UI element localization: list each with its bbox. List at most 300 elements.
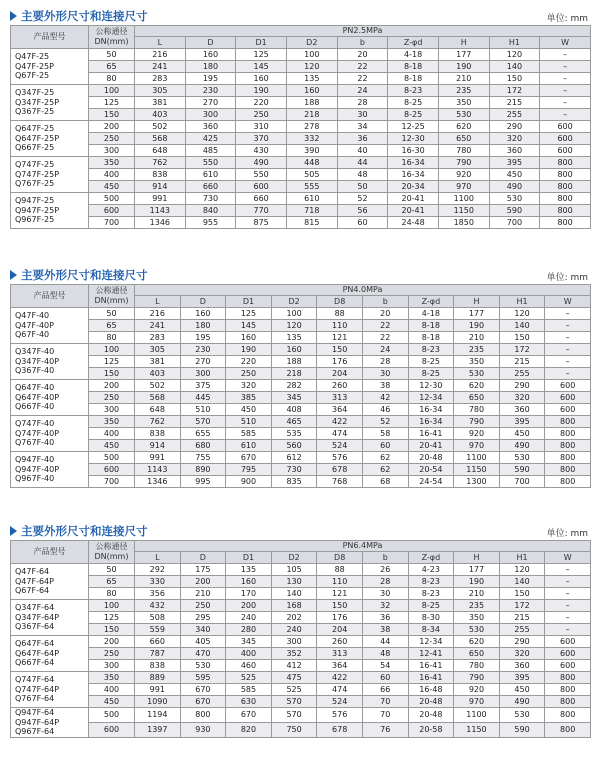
value-cell: 22 (362, 332, 408, 344)
value-cell: 12-41 (408, 648, 454, 660)
value-cell: 395 (499, 672, 545, 684)
value-cell: 220 (226, 356, 272, 368)
value-cell: 172 (499, 600, 545, 612)
value-cell: 16-41 (408, 672, 454, 684)
value-cell: 188 (271, 356, 317, 368)
value-cell: 1850 (438, 217, 489, 229)
value-cell: 32 (362, 600, 408, 612)
section-title (10, 522, 148, 540)
value-cell: 889 (135, 672, 181, 684)
table-row (11, 356, 591, 368)
value-cell: 1150 (454, 464, 500, 476)
column-header: H (454, 552, 500, 564)
value-cell: 121 (317, 588, 363, 600)
value-cell: 600 (540, 121, 591, 133)
model-name: Q767F-25 (15, 179, 55, 189)
dn-cell: 250 (89, 648, 135, 660)
model-name: Q47F-25P (15, 61, 54, 71)
dn-cell: 65 (89, 576, 135, 588)
value-cell: 680 (180, 440, 226, 452)
value-cell: 991 (135, 193, 186, 205)
dn-cell: 700 (89, 217, 135, 229)
table-row (11, 181, 591, 193)
value-cell: 190 (226, 344, 272, 356)
dn-cell: 300 (89, 660, 135, 672)
value-cell: 800 (545, 672, 591, 684)
model-name: Q747F-40P (15, 428, 60, 438)
table-row (11, 85, 591, 97)
table-row (11, 109, 591, 121)
value-cell: 255 (489, 109, 540, 121)
value-cell: 150 (489, 73, 540, 85)
value-cell: 20-48 (408, 452, 454, 464)
value-cell: 216 (135, 308, 181, 320)
dn-cell: 150 (89, 368, 135, 380)
value-cell: 502 (135, 121, 186, 133)
section-title-text: 主要外形尺寸和连接尺寸 (21, 524, 148, 538)
model-name: Q947F-40 (15, 455, 55, 465)
value-cell: 790 (454, 672, 500, 684)
value-cell: 170 (226, 588, 272, 600)
model-cell (11, 672, 89, 708)
column-header: W (540, 37, 591, 49)
dn-cell: 450 (89, 440, 135, 452)
value-cell: 16-41 (408, 660, 454, 672)
value-cell: 230 (185, 85, 236, 97)
dn-cell: 65 (89, 320, 135, 332)
dn-cell: 350 (89, 157, 135, 169)
dn-header-line2: DN(mm) (94, 296, 129, 305)
value-cell: 305 (135, 344, 181, 356)
value-cell: 800 (540, 193, 591, 205)
model-name: Q67F-25 (15, 71, 50, 81)
value-cell: 12-30 (408, 380, 454, 392)
value-cell: 490 (489, 181, 540, 193)
section-title-text: 主要外形尺寸和连接尺寸 (21, 9, 148, 23)
value-cell: 8-34 (408, 624, 454, 636)
dn-cell: 125 (89, 356, 135, 368)
value-cell: 218 (286, 109, 337, 121)
value-cell: 345 (226, 636, 272, 648)
model-name: Q667F-40 (15, 402, 55, 412)
value-cell: 610 (286, 193, 337, 205)
value-cell: 235 (438, 85, 489, 97)
value-cell: 730 (185, 193, 236, 205)
table-row (11, 636, 591, 648)
value-cell: – (545, 320, 591, 332)
value-cell: 525 (226, 672, 272, 684)
value-cell: 22 (337, 73, 388, 85)
model-name: Q947F-64P (15, 717, 60, 727)
model-cell (11, 636, 89, 672)
value-cell: 1150 (438, 205, 489, 217)
value-cell: – (540, 61, 591, 73)
table-row (11, 464, 591, 476)
value-cell: 670 (180, 684, 226, 696)
value-cell: 920 (454, 428, 500, 440)
value-cell: 60 (362, 672, 408, 684)
value-cell: 970 (454, 440, 500, 452)
value-cell: 120 (286, 61, 337, 73)
value-cell: 800 (545, 476, 591, 488)
model-name: Q967F-40 (15, 474, 55, 484)
dn-cell: 400 (89, 684, 135, 696)
dn-cell: 400 (89, 428, 135, 440)
model-cell (11, 708, 89, 738)
value-cell: 30 (337, 109, 388, 121)
value-cell: 700 (489, 217, 540, 229)
value-cell: 12-30 (388, 133, 439, 145)
table-row (11, 133, 591, 145)
table-row (11, 217, 591, 229)
value-cell: 820 (226, 722, 272, 737)
dimension-table (10, 284, 591, 488)
value-cell: 313 (317, 648, 363, 660)
value-cell: 475 (271, 672, 317, 684)
model-name: Q647F-40P (15, 392, 60, 402)
value-cell: 612 (271, 452, 317, 464)
value-cell: 360 (499, 404, 545, 416)
value-cell: 390 (286, 145, 337, 157)
value-cell: 385 (226, 392, 272, 404)
value-cell: 160 (271, 344, 317, 356)
value-cell: – (545, 588, 591, 600)
table-row (11, 440, 591, 452)
column-header: L (135, 552, 181, 564)
value-cell: 16-48 (408, 684, 454, 696)
value-cell: 585 (226, 684, 272, 696)
column-header: D (185, 37, 236, 49)
section-header (10, 522, 590, 540)
value-cell: 352 (271, 648, 317, 660)
value-cell: 600 (545, 648, 591, 660)
value-cell: 177 (454, 564, 500, 576)
model-name: Q767F-64 (15, 694, 55, 704)
value-cell: 280 (226, 624, 272, 636)
value-cell: 177 (438, 49, 489, 61)
value-cell: 8-30 (408, 612, 454, 624)
model-name: Q647F-64 (15, 639, 55, 649)
value-cell: 172 (499, 344, 545, 356)
value-cell: 655 (180, 428, 226, 440)
value-cell: 412 (271, 660, 317, 672)
value-cell: 255 (499, 368, 545, 380)
value-cell: 310 (236, 121, 287, 133)
value-cell: 762 (135, 416, 181, 428)
value-cell: 490 (236, 157, 287, 169)
dn-cell: 300 (89, 404, 135, 416)
table-row (11, 428, 591, 440)
unit-label: 单位: mm (546, 529, 588, 539)
value-cell: 12-34 (408, 392, 454, 404)
value-cell: 755 (180, 452, 226, 464)
value-cell: 448 (286, 157, 337, 169)
value-cell: 550 (185, 157, 236, 169)
value-cell: – (545, 368, 591, 380)
value-cell: 16-34 (388, 157, 439, 169)
value-cell: 595 (180, 672, 226, 684)
value-cell: 290 (499, 380, 545, 392)
model-name: Q947F-25P (15, 205, 60, 215)
value-cell: 8-18 (408, 320, 454, 332)
value-cell: 8-18 (408, 332, 454, 344)
value-cell: 160 (226, 576, 272, 588)
value-cell: 800 (540, 205, 591, 217)
table-row (11, 660, 591, 672)
value-cell: 356 (135, 588, 181, 600)
column-header: H1 (499, 552, 545, 564)
section-title-text: 主要外形尺寸和连接尺寸 (21, 268, 148, 282)
value-cell: 600 (545, 636, 591, 648)
value-cell: 110 (317, 576, 363, 588)
value-cell: 1150 (454, 722, 500, 737)
value-cell: 20-58 (408, 722, 454, 737)
column-header: b (362, 296, 408, 308)
table-row (11, 320, 591, 332)
value-cell: 408 (271, 404, 317, 416)
value-cell: 1300 (454, 476, 500, 488)
column-header: D2 (286, 37, 337, 49)
value-cell: 914 (135, 440, 181, 452)
value-cell: 305 (135, 85, 186, 97)
value-cell: 150 (499, 332, 545, 344)
value-cell: 120 (499, 564, 545, 576)
value-cell: 422 (317, 416, 363, 428)
value-cell: 135 (271, 332, 317, 344)
value-cell: 890 (180, 464, 226, 476)
value-cell: 530 (438, 109, 489, 121)
value-cell: 20-34 (388, 181, 439, 193)
dn-cell: 500 (89, 452, 135, 464)
model-name: Q947F-64 (15, 708, 55, 717)
model-cell (11, 600, 89, 636)
value-cell: 530 (489, 193, 540, 205)
model-cell (11, 121, 89, 157)
value-cell: 200 (226, 600, 272, 612)
value-cell: 340 (180, 624, 226, 636)
table-row (11, 61, 591, 73)
value-cell: 360 (185, 121, 236, 133)
value-cell: 190 (454, 576, 500, 588)
dimension-table (10, 540, 591, 738)
value-cell: 364 (317, 660, 363, 672)
column-header: L (135, 37, 186, 49)
table-row (11, 392, 591, 404)
pressure-rating-header: PN2.5MPa (135, 26, 591, 37)
value-cell: 450 (226, 404, 272, 416)
section-header (10, 7, 590, 25)
value-cell: 403 (135, 109, 186, 121)
triangle-bullet-icon (10, 270, 17, 280)
value-cell: 210 (454, 588, 500, 600)
value-cell: 770 (236, 205, 287, 217)
value-cell: 20-48 (408, 696, 454, 708)
value-cell: 560 (271, 440, 317, 452)
value-cell: 395 (499, 416, 545, 428)
dn-cell: 65 (89, 61, 135, 73)
value-cell: 40 (337, 145, 388, 157)
dn-cell: 150 (89, 109, 135, 121)
value-cell: 24-54 (408, 476, 454, 488)
value-cell: 60 (362, 440, 408, 452)
table-row (11, 308, 591, 320)
model-name: Q367F-64 (15, 622, 55, 632)
model-name: Q747F-64P (15, 684, 60, 694)
dn-cell: 350 (89, 672, 135, 684)
value-cell: 370 (236, 133, 287, 145)
value-cell: 66 (362, 684, 408, 696)
model-name: Q67F-40 (15, 330, 50, 340)
value-cell: 20-41 (388, 193, 439, 205)
dn-header-line1: 公称通径 (95, 542, 128, 551)
value-cell: 145 (226, 320, 272, 332)
value-cell: 815 (286, 217, 337, 229)
dn-cell: 200 (89, 636, 135, 648)
table-row (11, 600, 591, 612)
value-cell: 585 (226, 428, 272, 440)
value-cell: 1346 (135, 476, 181, 488)
value-cell: 140 (271, 588, 317, 600)
value-cell: 780 (438, 145, 489, 157)
table-row (11, 49, 591, 61)
triangle-bullet-icon (10, 11, 17, 21)
value-cell: 176 (317, 612, 363, 624)
section-title (10, 266, 148, 284)
value-cell: 620 (454, 636, 500, 648)
value-cell: 474 (317, 684, 363, 696)
table-row (11, 588, 591, 600)
column-header: Z-φd (388, 37, 439, 49)
value-cell: 800 (545, 696, 591, 708)
value-cell: 160 (180, 308, 226, 320)
value-cell: 140 (499, 576, 545, 588)
value-cell: 730 (271, 464, 317, 476)
table-row (11, 205, 591, 217)
value-cell: 1143 (135, 205, 186, 217)
value-cell: 350 (454, 612, 500, 624)
model-name: Q947F-40P (15, 464, 60, 474)
value-cell: 800 (545, 440, 591, 452)
column-header: D2 (271, 552, 317, 564)
model-name: Q367F-40 (15, 366, 55, 376)
value-cell: 800 (545, 452, 591, 464)
value-cell: 290 (489, 121, 540, 133)
value-cell: 68 (362, 476, 408, 488)
value-cell: 215 (489, 97, 540, 109)
column-header: D (180, 552, 226, 564)
value-cell: – (545, 356, 591, 368)
value-cell: 44 (362, 636, 408, 648)
value-cell: 838 (135, 428, 181, 440)
value-cell: 240 (271, 624, 317, 636)
value-cell: 320 (226, 380, 272, 392)
value-cell: 930 (180, 722, 226, 737)
table-row (11, 193, 591, 205)
value-cell: 490 (499, 696, 545, 708)
value-cell: 24 (337, 85, 388, 97)
value-cell: 168 (271, 600, 317, 612)
value-cell: 16-34 (408, 416, 454, 428)
value-cell: 550 (236, 169, 287, 181)
value-cell: 590 (499, 722, 545, 737)
value-cell: 8-25 (408, 600, 454, 612)
header-row (11, 26, 591, 37)
value-cell: 474 (317, 428, 363, 440)
value-cell: 30 (362, 368, 408, 380)
dn-cell: 300 (89, 145, 135, 157)
value-cell: 660 (236, 193, 287, 205)
value-cell: 62 (362, 464, 408, 476)
value-cell: 20 (362, 308, 408, 320)
value-cell: 490 (499, 440, 545, 452)
value-cell: 20-41 (408, 440, 454, 452)
value-cell: 838 (135, 660, 181, 672)
value-cell: – (545, 576, 591, 588)
value-cell: 190 (236, 85, 287, 97)
value-cell: 995 (180, 476, 226, 488)
value-cell: 381 (135, 356, 181, 368)
value-cell: 120 (489, 49, 540, 61)
value-cell: 920 (438, 169, 489, 181)
value-cell: 255 (499, 624, 545, 636)
value-cell: 172 (489, 85, 540, 97)
dn-cell: 450 (89, 696, 135, 708)
model-cell (11, 564, 89, 600)
value-cell: 110 (317, 320, 363, 332)
table-row (11, 684, 591, 696)
value-cell: 660 (185, 181, 236, 193)
value-cell: 44 (337, 157, 388, 169)
value-cell: 381 (135, 97, 186, 109)
dimension-section-pn64 (10, 522, 590, 738)
value-cell: 840 (185, 205, 236, 217)
dn-cell: 80 (89, 332, 135, 344)
value-cell: 278 (286, 121, 337, 133)
dimension-section-pn40 (10, 266, 590, 488)
value-cell: – (540, 97, 591, 109)
value-cell: 787 (135, 648, 181, 660)
value-cell: 140 (489, 61, 540, 73)
model-cell (11, 308, 89, 344)
column-header: H (438, 37, 489, 49)
value-cell: 570 (271, 696, 317, 708)
value-cell: 48 (362, 648, 408, 660)
value-cell: 62 (362, 452, 408, 464)
model-name: Q647F-40 (15, 383, 55, 393)
pressure-rating-header: PN4.0MPa (135, 285, 591, 296)
value-cell: – (545, 600, 591, 612)
value-cell: 395 (489, 157, 540, 169)
value-cell: 58 (362, 428, 408, 440)
model-name: Q947F-25 (15, 196, 55, 206)
value-cell: 835 (271, 476, 317, 488)
value-cell: 36 (362, 612, 408, 624)
model-name: Q767F-40 (15, 438, 55, 448)
model-name: Q367F-25 (15, 107, 55, 117)
value-cell: 34 (337, 121, 388, 133)
value-cell: 790 (454, 416, 500, 428)
value-cell: 800 (180, 708, 226, 723)
dn-cell: 100 (89, 85, 135, 97)
value-cell: 510 (226, 416, 272, 428)
model-cell (11, 380, 89, 416)
dn-cell: 500 (89, 193, 135, 205)
model-cell (11, 416, 89, 452)
value-cell: 648 (135, 145, 186, 157)
value-cell: 28 (337, 97, 388, 109)
value-cell: 600 (545, 392, 591, 404)
value-cell: 970 (454, 696, 500, 708)
